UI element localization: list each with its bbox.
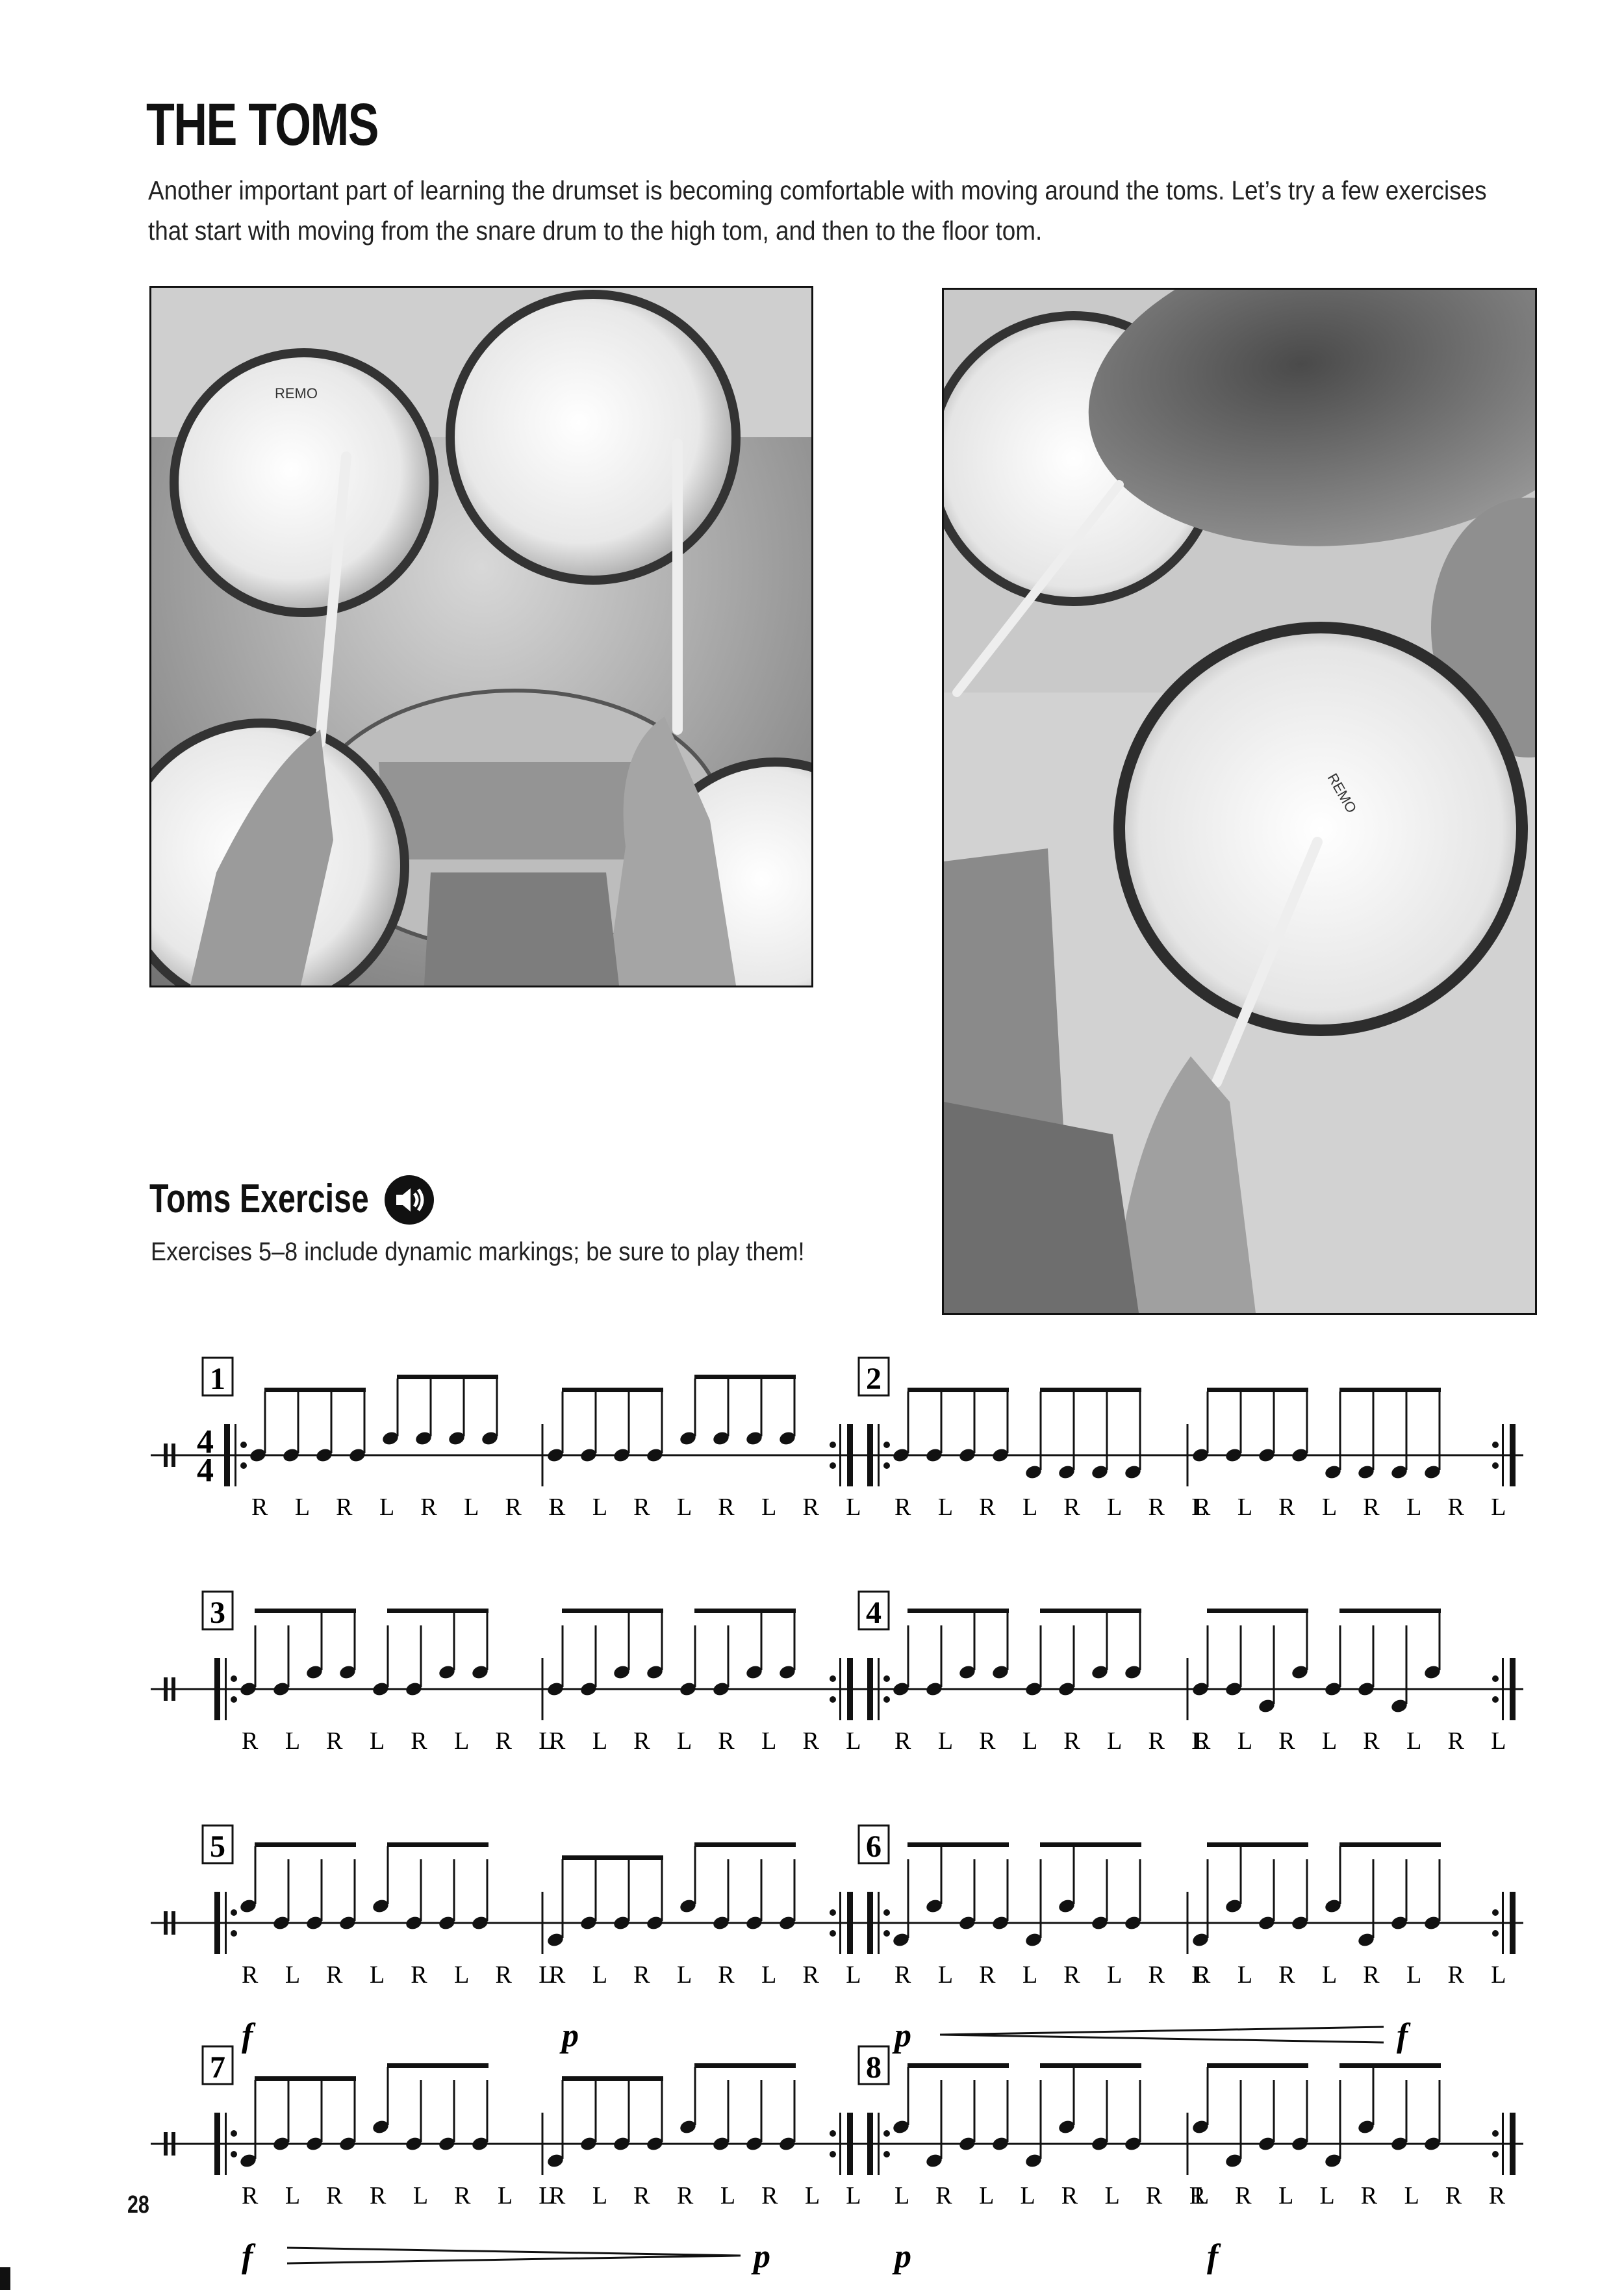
repeat-dot: [1492, 2130, 1499, 2137]
drum-logo: REMO: [1324, 770, 1360, 816]
repeat-dot: [883, 2130, 890, 2137]
sticking-label: R L R L R L R L: [1194, 1727, 1517, 1755]
repeat-dot: [1492, 1675, 1499, 1682]
note-beam: [1040, 1842, 1141, 1847]
percussion-clef: [164, 1911, 168, 1935]
sticking-label: R L R L R L R L: [549, 1961, 872, 1989]
repeat-dot: [1492, 1442, 1499, 1448]
dynamic-marking: p: [894, 2238, 911, 2275]
sticking-label: R L R L R L R L: [242, 1961, 565, 1989]
dynamic-marking: p: [754, 2238, 770, 2275]
repeat-start-thin: [878, 1892, 880, 1954]
sticking-label: R L R L R L R L: [894, 1961, 1217, 1989]
repeat-start-thin: [225, 1892, 227, 1954]
exercise-number: 1: [210, 1362, 225, 1396]
note-beam: [1339, 2063, 1441, 2068]
note-beam: [562, 1388, 663, 1392]
crescendo-hairpin: [940, 2027, 1384, 2035]
repeat-end-thick: [1510, 1892, 1516, 1954]
exercise-number: 5: [210, 1829, 225, 1864]
dynamic-marking: p: [894, 2017, 911, 2054]
repeat-end-thin: [1502, 1658, 1504, 1720]
percussion-clef: [171, 2132, 175, 2156]
note-beam: [907, 2063, 1009, 2068]
repeat-end-thick: [847, 2113, 853, 2175]
repeat-dot: [830, 1442, 836, 1448]
percussion-clef: [164, 1677, 168, 1701]
time-signature-top: 4: [197, 1423, 214, 1460]
percussion-clef: [171, 1911, 175, 1935]
repeat-start-thick: [867, 1892, 873, 1954]
decrescendo-hairpin: [287, 2256, 741, 2263]
repeat-end-thin: [1502, 2113, 1504, 2175]
exercise-number: 3: [210, 1596, 225, 1630]
dynamic-marking: p: [562, 2017, 579, 2054]
note-beam: [1040, 1609, 1141, 1613]
dynamic-marking: f: [242, 2017, 253, 2054]
repeat-end-thin: [839, 1892, 841, 1954]
note-beam: [255, 1842, 356, 1847]
repeat-dot: [883, 1696, 890, 1703]
note-beam: [694, 1609, 796, 1613]
repeat-start-thin: [878, 1424, 880, 1486]
note-beam: [1207, 1388, 1308, 1392]
repeat-dot: [231, 1696, 237, 1703]
note-beam: [387, 1609, 488, 1613]
note-beam: [562, 2076, 663, 2081]
intro-paragraph: Another important part of learning the drumset is becoming comfortable with moving around the toms. Let’s try a few exercises that start with moving from the snare drum to the high tom, and then to the floor tom.: [148, 175, 1487, 246]
sticking-label: R L R L R L R L: [894, 1727, 1217, 1755]
percussion-clef: [171, 1444, 175, 1467]
sticking-label: R L R L R L R L: [549, 1494, 872, 1521]
repeat-start-thick: [867, 1424, 873, 1486]
note-beam: [255, 2076, 356, 2081]
note-beam: [1339, 1842, 1441, 1847]
repeat-start-thin: [878, 2113, 880, 2175]
page-number: 28: [127, 2191, 149, 2219]
note-beam: [907, 1388, 1009, 1392]
repeat-end-thin: [1502, 1892, 1504, 1954]
repeat-start-thin: [235, 1424, 236, 1486]
note-beam: [1207, 1609, 1308, 1613]
note-beam: [694, 2063, 796, 2068]
sticking-label: L R L L R L R R: [1194, 2182, 1516, 2209]
note-beam: [264, 1388, 366, 1392]
note-beam: [1207, 1842, 1308, 1847]
dynamic-marking: f: [1397, 2017, 1408, 2054]
sticking-label: R L R L R L R L: [894, 1494, 1217, 1521]
sticking-label: R L R L R L R L: [1194, 1494, 1517, 1521]
repeat-dot: [830, 2151, 836, 2157]
note-beam: [1339, 1388, 1441, 1392]
note-beam: [1040, 1388, 1141, 1392]
drum-logo: REMO: [275, 385, 318, 401]
repeat-dot: [830, 2130, 836, 2137]
repeat-dot: [1492, 2151, 1499, 2157]
repeat-dot: [1492, 1462, 1499, 1469]
note-beam: [1040, 2063, 1141, 2068]
repeat-end-thick: [847, 1424, 853, 1486]
note-beam: [1207, 2063, 1308, 2068]
section-instructions: Exercises 5–8 include dynamic markings; be sure to play them!: [151, 1238, 805, 1266]
section-title: Toms Exercise: [149, 1177, 369, 1221]
sticking-label: R L R L R L R L: [251, 1494, 574, 1521]
percussion-clef: [164, 1444, 168, 1467]
repeat-start-thick: [867, 2113, 873, 2175]
repeat-start-thick: [867, 1658, 873, 1720]
sticking-label: R L R R L R L L: [549, 2182, 872, 2209]
note-beam: [387, 2063, 488, 2068]
note-beam: [1339, 1609, 1441, 1613]
repeat-end-thick: [1510, 1424, 1516, 1486]
dynamic-marking: f: [1207, 2238, 1219, 2275]
repeat-dot: [883, 2151, 890, 2157]
repeat-start-thick: [214, 1892, 220, 1954]
exercise-number: 4: [866, 1596, 882, 1630]
repeat-dot: [231, 2151, 237, 2157]
repeat-start-thick: [214, 1658, 220, 1720]
repeat-dot: [1492, 1930, 1499, 1937]
repeat-dot: [231, 1930, 237, 1937]
percussion-clef: [171, 1677, 175, 1701]
repeat-dot: [231, 2130, 237, 2137]
note-beam: [694, 1842, 796, 1847]
sticking-label: R L R L R L R L: [1194, 1961, 1517, 1989]
sticking-label: R L R L R L R L: [242, 1727, 565, 1755]
exercise-number: 2: [866, 1362, 882, 1396]
exercise-number: 6: [866, 1829, 882, 1864]
repeat-start-thick: [214, 2113, 220, 2175]
exercise-number: 8: [866, 2050, 882, 2085]
note-beam: [907, 1842, 1009, 1847]
repeat-dot: [231, 1675, 237, 1682]
repeat-end-thin: [839, 2113, 841, 2175]
note-beam: [907, 1609, 1009, 1613]
repeat-end-thick: [1510, 1658, 1516, 1720]
repeat-dot: [231, 1909, 237, 1916]
repeat-start-thin: [878, 1658, 880, 1720]
repeat-dot: [830, 1675, 836, 1682]
repeat-dot: [240, 1462, 247, 1469]
page-title: THE TOMS: [146, 92, 378, 158]
corner-mark: [0, 2267, 10, 2290]
note-beam: [387, 1842, 488, 1847]
note-beam: [255, 1609, 356, 1613]
sticking-label: L R L L R L R R: [894, 2182, 1217, 2209]
repeat-dot: [883, 1930, 890, 1937]
repeat-start-thin: [225, 1658, 227, 1720]
repeat-end-thin: [839, 1424, 841, 1486]
time-signature-bottom: 4: [197, 1452, 214, 1489]
exercise-number: 7: [210, 2050, 225, 2085]
note-beam: [562, 1609, 663, 1613]
repeat-dot: [240, 1442, 247, 1448]
repeat-end-thin: [1502, 1424, 1504, 1486]
percussion-clef: [164, 2132, 168, 2156]
repeat-start-thin: [225, 2113, 227, 2175]
repeat-dot: [1492, 1909, 1499, 1916]
repeat-end-thick: [1510, 2113, 1516, 2175]
repeat-start-thick: [224, 1424, 230, 1486]
repeat-dot: [830, 1930, 836, 1937]
repeat-dot: [883, 1909, 890, 1916]
dynamic-marking: f: [242, 2238, 253, 2275]
repeat-end-thin: [839, 1658, 841, 1720]
repeat-dot: [830, 1462, 836, 1469]
repeat-dot: [1492, 1696, 1499, 1703]
decrescendo-hairpin: [287, 2248, 741, 2256]
note-beam: [694, 1375, 796, 1379]
sticking-label: R L R R L R L L: [242, 2182, 565, 2209]
repeat-dot: [830, 1696, 836, 1703]
repeat-end-thick: [847, 1658, 853, 1720]
sticking-label: R L R L R L R L: [549, 1727, 872, 1755]
repeat-dot: [883, 1462, 890, 1469]
note-beam: [562, 1855, 663, 1860]
repeat-dot: [883, 1442, 890, 1448]
crescendo-hairpin: [940, 2035, 1384, 2042]
repeat-dot: [883, 1675, 890, 1682]
repeat-end-thick: [847, 1892, 853, 1954]
note-beam: [397, 1375, 498, 1379]
repeat-dot: [830, 1909, 836, 1916]
